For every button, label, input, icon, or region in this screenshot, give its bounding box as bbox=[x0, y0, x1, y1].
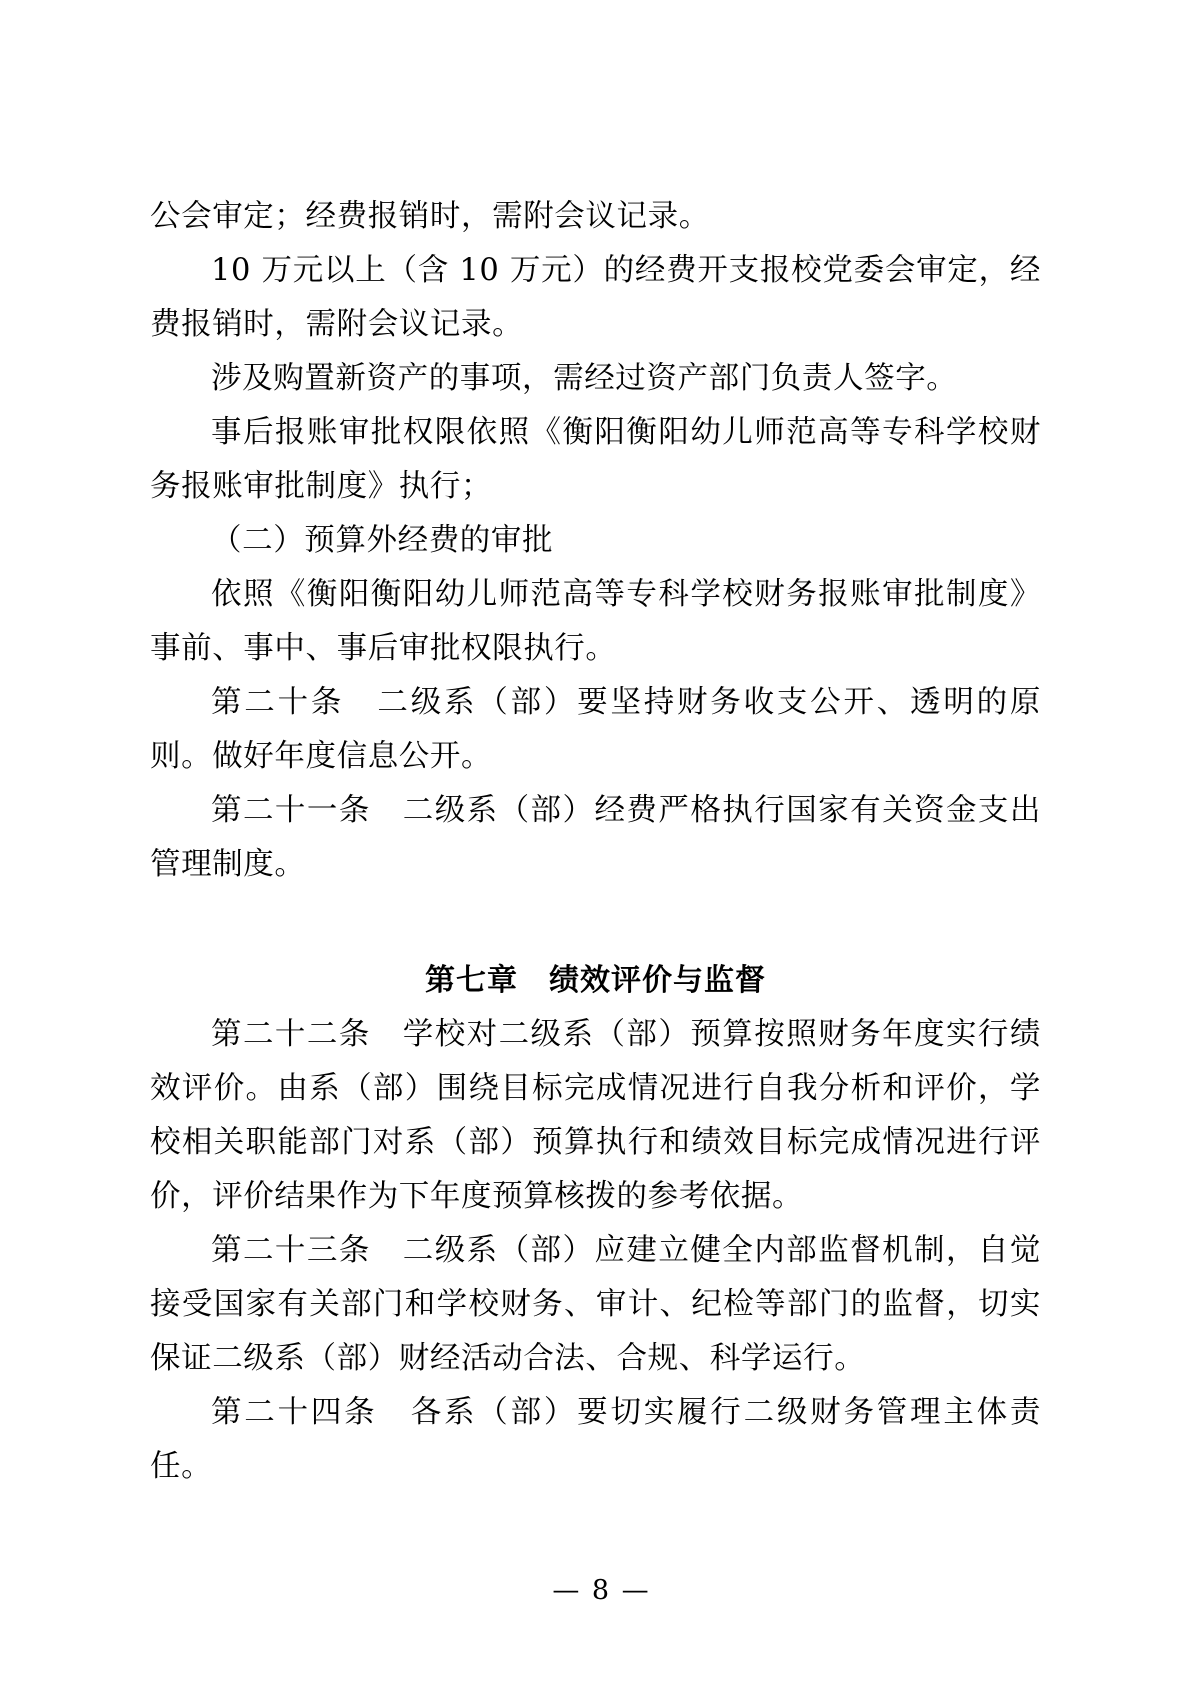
paragraph: 第二十一条 二级系（部）经费严格执行国家有关资金支出管理制度。 bbox=[150, 793, 1041, 882]
paragraph: 第二十四条 各系（部）要切实履行二级财务管理主体责任。 bbox=[150, 1395, 1041, 1484]
page-body bbox=[150, 190, 1041, 1494]
section-spacer bbox=[150, 892, 1041, 954]
paragraph: （二）预算外经费的审批 bbox=[211, 523, 554, 558]
paragraph: 第二十二条 学校对二级系（部）预算按照财务年度实行绩效评价。由系（部）围绕目标完成情况进行自我分析和评价，学校相关职能部门对系（部）预算执行和绩效目标完成情况进行评价，评价结果作为下年度预算核拨的参考依据。 bbox=[150, 1017, 1041, 1214]
page-number-label: — 8 — bbox=[552, 1575, 651, 1606]
paragraph: 第二十条 二级系（部）要坚持财务收支公开、透明的原则。做好年度信息公开。 bbox=[150, 685, 1041, 774]
chapter-heading: 第七章 绩效评价与监督 bbox=[425, 963, 766, 998]
paragraph: 事后报账审批权限依照《衡阳衡阳幼儿师范高等专科学校财务报账审批制度》执行； bbox=[150, 415, 1041, 504]
paragraph: 依照《衡阳衡阳幼儿师范高等专科学校财务报账审批制度》事前、事中、事后审批权限执行。 bbox=[150, 577, 1041, 666]
paragraph: 第二十三条 二级系（部）应建立健全内部监督机制，自觉接受国家有关部门和学校财务、审计、纪检等部门的监督，切实保证二级系（部）财经活动合法、合规、科学运行。 bbox=[150, 1233, 1041, 1376]
paragraph: 公会审定；经费报销时，需附会议记录。 bbox=[150, 199, 710, 234]
page-number bbox=[0, 1575, 1191, 1606]
paragraph: 10 万元以上（含 10 万元）的经费开支报校党委会审定，经费报销时，需附会议记录。 bbox=[150, 253, 1041, 342]
paragraph: 涉及购置新资产的事项，需经过资产部门负责人签字。 bbox=[211, 361, 958, 396]
